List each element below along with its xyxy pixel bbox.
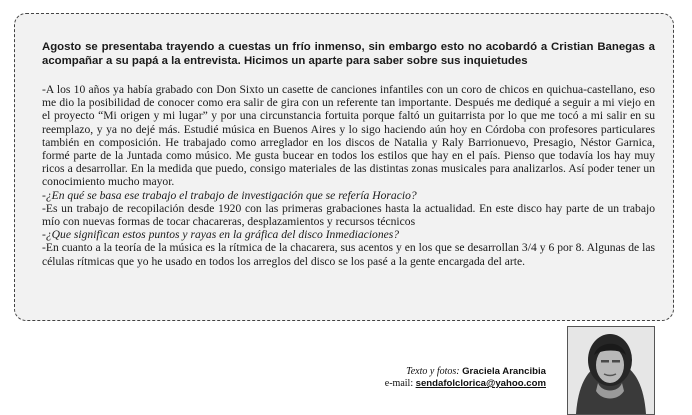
answer-2: -Es un trabajo de recopilación desde 1920 con las primeras grabaciones hasta la actualidad. En este disco hay parte de un trabajo mío con nuevas formas de tocar chacareras, desplazamientos y recursos técnicos (42, 201, 655, 229)
portrait-image (568, 327, 654, 414)
email-label: e-mail: (384, 378, 414, 389)
credits (385, 366, 546, 390)
interview-body (42, 83, 655, 268)
author-name: Graciela Arancibia (462, 366, 546, 377)
credits-author-line (385, 366, 546, 378)
question-2: -¿En qué se basa ese trabajo el trabajo de investigación que se refería Horacio? (42, 188, 417, 202)
article-intro: Agosto se presentaba trayendo a cuestas un frío inmenso, sin embargo esto no acobardó a Cristian Banegas a acompañar a su papá a la entrevista. Hicimos un aparte para saber sobre sus inquietudes (42, 41, 655, 67)
credits-label: Texto y fotos: (406, 366, 460, 377)
credits-email-line (385, 378, 546, 390)
author-email[interactable]: sendafolclorica@yahoo.com (415, 378, 546, 389)
answer-3: -En cuanto a la teoría de la música es la rítmica de la chacarera, sus acentos y en los que se desarrollan 3/4 y 6 por 8. Algunas de las células rítmicas que yo he usado en todos los arreglos del disco se los pasé a la gente encargada del arte. (42, 241, 655, 268)
question-3: -¿Que significan estos puntos y rayas en la gráfica del disco Inmediaciones? (42, 228, 400, 242)
answer-1: -A los 10 años ya había grabado con Don Sixto un casette de canciones infantiles con un coro de chicos en quichua-castellano, eso me dio la posibilidad de conocer como era salir de gira con un referente tan importante. Después me dediqué a seguir a mi viejo en el proyecto “Mi origen y mi lugar” y por una circunstancia fortuita porque faltó un guitarrista por lo que me tocó a mi salir en su reemplazo, y ya no dejé más. Estudié música en Buenos Aires y lo sigo haciendo aún hoy en Córdoba con profesores particulares también en composición. He trabajado como arreglador en los discos de Natalia y Raly Barrionuevo, Presagio, Néstor Garnica, formé parte de la Juntada como músico. Me gusta bucear en todos los estilos que hay en el país. Pienso que todavía los hay muy ricos a desarrollar. En la medida que puedo, consigo materiales de las distintas zonas musicales para analizarlos. Así poder tener un conocimiento mucho mayor. (42, 83, 655, 189)
article-box (14, 13, 674, 321)
author-photo (567, 326, 655, 415)
